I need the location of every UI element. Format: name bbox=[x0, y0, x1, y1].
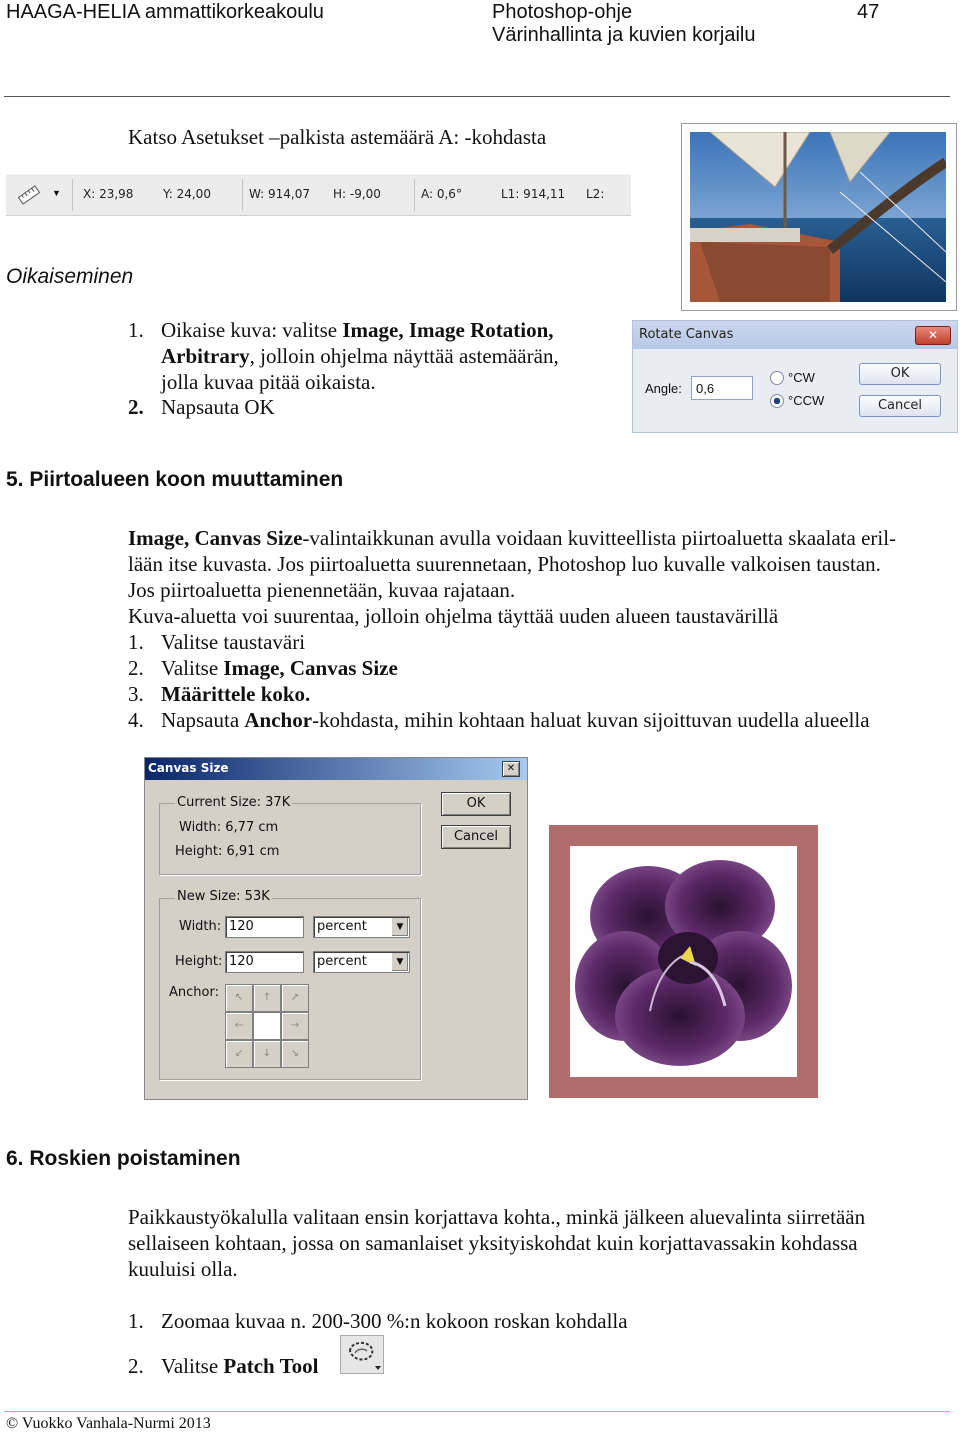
straighten-step1 bbox=[161, 317, 591, 395]
text: -kohdasta, mihin kohtaan haluat kuvan sijoittuvan uudella alueella bbox=[312, 708, 870, 732]
rotate-canvas-dialog bbox=[632, 320, 958, 433]
height-unit-value: percent bbox=[317, 954, 367, 969]
height-input[interactable]: 120 bbox=[225, 951, 304, 973]
current-height: Height: 6,91 cm bbox=[175, 844, 280, 859]
paragraph-line: kuuluisi olla. bbox=[128, 1257, 238, 1281]
anchor-label: Anchor: bbox=[169, 985, 219, 1000]
options-bar-screenshot bbox=[6, 174, 631, 216]
height-unit-select[interactable] bbox=[313, 951, 410, 973]
section6-step1: Zoomaa kuvaa n. 200-300 %:n kokoon roskan kohdalla bbox=[161, 1309, 628, 1333]
straighten-step2: Napsauta OK bbox=[161, 395, 275, 419]
step-number: 3. bbox=[128, 682, 144, 706]
width-label: Width: bbox=[179, 919, 222, 934]
anchor-top-left[interactable]: ↖ bbox=[225, 984, 253, 1012]
x-readout: X: 23,98 bbox=[83, 187, 134, 201]
ship-photo-frame bbox=[681, 123, 957, 311]
anchor-bottom-right[interactable]: ↘ bbox=[281, 1040, 309, 1068]
anchor-top[interactable]: ↑ bbox=[253, 984, 281, 1012]
bold-text: Image, Canvas Size bbox=[223, 656, 398, 680]
header-subtitle: Värinhallinta ja kuvien korjailu bbox=[492, 24, 756, 46]
paragraph-line bbox=[128, 525, 958, 551]
width-input[interactable]: 120 bbox=[225, 916, 304, 938]
current-width: Width: 6,77 cm bbox=[179, 820, 279, 835]
section5-step4 bbox=[161, 707, 951, 733]
step-text: jolla kuvaa pitää oikaista. bbox=[161, 370, 376, 394]
tool-menu-arrow-icon: ▼ bbox=[52, 188, 61, 198]
header-school: HAAGA-HELIA ammattikorkeakoulu bbox=[6, 1, 324, 23]
options-separator bbox=[414, 179, 415, 211]
dialog-title: Rotate Canvas bbox=[639, 327, 734, 342]
section6-heading: 6. Roskien poistaminen bbox=[6, 1147, 241, 1170]
ruler-tool-icon bbox=[16, 183, 42, 207]
step-number: 2. bbox=[128, 395, 144, 419]
anchor-grid bbox=[225, 984, 309, 1068]
section5-step1: Valitse taustaväri bbox=[161, 630, 306, 654]
step-number: 1. bbox=[128, 1309, 144, 1333]
patch-tool-icon bbox=[340, 1335, 384, 1374]
section5-heading: 5. Piirtoalueen koon muuttaminen bbox=[6, 468, 344, 491]
section6-body bbox=[128, 1204, 948, 1282]
canvas-size-dialog bbox=[144, 757, 528, 1100]
paragraph-line: Jos piirtoaluetta pienennetään, kuvaa rajataan. bbox=[128, 578, 516, 602]
anchor-bottom-left[interactable]: ↙ bbox=[225, 1040, 253, 1068]
width-unit-select[interactable] bbox=[313, 916, 410, 938]
header-divider bbox=[4, 96, 950, 97]
intro-text: Katso Asetukset –palkista astemäärä A: -kohdasta bbox=[128, 125, 547, 149]
height-label: Height: bbox=[175, 954, 223, 969]
section5-body bbox=[128, 525, 958, 629]
step-number: 2. bbox=[128, 1354, 144, 1378]
h-readout: H: -9,00 bbox=[333, 187, 381, 201]
anchor-left[interactable]: ← bbox=[225, 1012, 253, 1040]
paragraph-line: sellaiseen kohtaan, jossa on samanlaiset yksityiskohdat kuin korjattavassakin kohdassa bbox=[128, 1231, 858, 1255]
dropdown-arrow-icon[interactable]: ▼ bbox=[391, 953, 408, 971]
section5-step3: Määrittele koko. bbox=[161, 682, 311, 706]
text: Napsauta bbox=[161, 708, 245, 732]
ccw-label: °CCW bbox=[788, 393, 825, 408]
dropdown-arrow-icon[interactable]: ▼ bbox=[391, 918, 408, 936]
text: -valintaikkunan avulla voidaan kuvitteellista piirtoaluetta skaalata eril- bbox=[302, 526, 897, 550]
angle-input[interactable]: 0,6 bbox=[691, 376, 753, 400]
cw-radio[interactable] bbox=[770, 371, 784, 385]
angle-readout: A: 0,6° bbox=[421, 187, 462, 201]
current-size-label: Current Size: 37K bbox=[177, 795, 291, 810]
l2-readout: L2: bbox=[586, 187, 605, 201]
anchor-bottom[interactable]: ↓ bbox=[253, 1040, 281, 1068]
current-size-group bbox=[159, 803, 421, 875]
ship-deck-photo bbox=[690, 132, 946, 302]
step-number: 2. bbox=[128, 656, 144, 680]
width-unit-value: percent bbox=[317, 919, 367, 934]
bold-text: Patch Tool bbox=[223, 1354, 319, 1378]
l1-readout: L1: 914,11 bbox=[501, 187, 566, 201]
ok-button[interactable]: OK bbox=[859, 363, 941, 385]
footer-copyright: © Vuokko Vanhala-Nurmi 2013 bbox=[6, 1415, 211, 1432]
bold-text: Image, Canvas Size bbox=[128, 526, 303, 550]
y-readout: Y: 24,00 bbox=[163, 187, 211, 201]
pansy-photo bbox=[570, 846, 797, 1077]
options-separator bbox=[242, 179, 243, 211]
cw-label: °CW bbox=[788, 370, 815, 385]
text: Valitse bbox=[161, 656, 224, 680]
close-button[interactable]: ✕ bbox=[915, 326, 951, 345]
anchor-center[interactable] bbox=[253, 1012, 281, 1040]
new-size-label: New Size: 53K bbox=[177, 889, 270, 904]
angle-label: Angle: bbox=[645, 381, 682, 396]
dialog-titlebar bbox=[145, 758, 527, 780]
step-bold-text: Image, Image Rotation, bbox=[342, 318, 554, 342]
cancel-button[interactable]: Cancel bbox=[441, 825, 511, 849]
text: Valitse bbox=[161, 1354, 224, 1378]
header-title: Photoshop-ohje bbox=[492, 1, 633, 23]
enlarged-canvas-example bbox=[549, 825, 818, 1098]
step-number: 1. bbox=[128, 318, 144, 342]
paragraph-line: lään itse kuvasta. Jos piirtoaluetta suurennetaan, Photoshop luo kuvalle valkoisen taustan. bbox=[128, 552, 881, 576]
options-separator bbox=[72, 179, 73, 211]
step-text: Oikaise kuva: valitse bbox=[161, 318, 343, 342]
section5-step2 bbox=[161, 655, 398, 681]
step-text: , jolloin ohjelma näyttää astemäärän, bbox=[249, 344, 559, 368]
w-readout: W: 914,07 bbox=[249, 187, 311, 201]
ccw-radio[interactable] bbox=[770, 394, 784, 408]
dialog-title: Canvas Size bbox=[148, 761, 229, 775]
anchor-right[interactable]: → bbox=[281, 1012, 309, 1040]
page-number: 47 bbox=[857, 1, 880, 23]
cancel-button[interactable]: Cancel bbox=[859, 395, 941, 417]
step-number: 1. bbox=[128, 630, 144, 654]
bold-text: Anchor bbox=[244, 708, 313, 732]
close-button[interactable]: ✕ bbox=[502, 761, 520, 777]
straighten-heading: Oikaiseminen bbox=[6, 265, 134, 288]
step-bold-text: Arbitrary bbox=[161, 344, 250, 368]
ok-button[interactable]: OK bbox=[441, 792, 511, 816]
paragraph-line: Kuva-aluetta voi suurentaa, jolloin ohjelma täyttää uuden alueen taustavärillä bbox=[128, 604, 779, 628]
step-number: 4. bbox=[128, 708, 144, 732]
dialog-titlebar bbox=[633, 321, 957, 349]
paragraph-line: Paikkaustyökalulla valitaan ensin korjattava kohta., minkä jälkeen aluevalinta siirretään bbox=[128, 1205, 866, 1229]
footer-divider bbox=[4, 1411, 950, 1412]
anchor-top-right[interactable]: ↗ bbox=[281, 984, 309, 1012]
section6-step2 bbox=[161, 1353, 319, 1379]
